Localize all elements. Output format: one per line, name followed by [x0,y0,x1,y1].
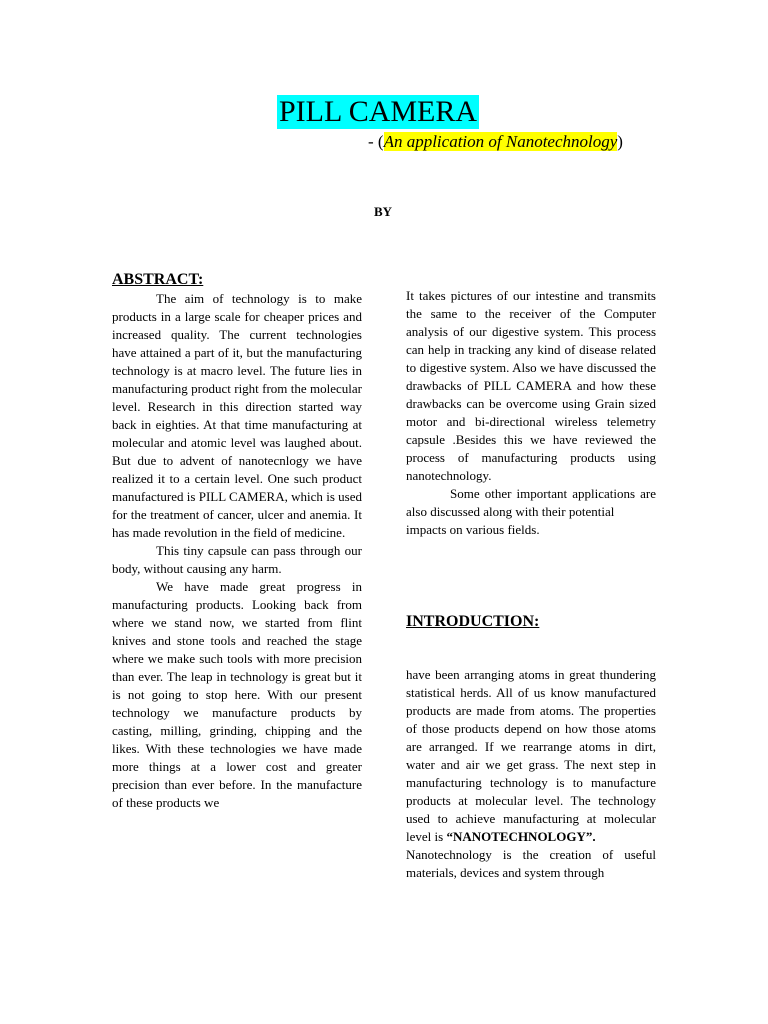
abstract-paragraph-2: This tiny capsule can pass through our body, without causing any harm. [112,543,362,576]
abstract-paragraph-3: We have made great progress in manufacturing products. Looking back from where we stand now, we started from flint knives and stone tools and reached the stage where we make such tools with more precision than ever. The leap in technology is great but it is not going to stop here. With our present technology we manufacture products by casting, milling, grinding, chipping and the likes. With these technologies we have made more things at a lower cost and greater precision than ever before. In the manufacture of these products we [112,579,362,810]
right-paragraph-2b: impacts on various fields. [406,522,540,537]
abstract-heading: ABSTRACT: [112,271,204,288]
introduction-text: have been arranging atoms in great thundering statistical herds. All of us know manufactured products are made from atoms. The properties of those products depend on how those atoms are arranged. If we rearrange atoms in dirt, water and air we get grass. The next step in manufacturing technology is to manufacture products at molecular level. The technology used to achieve manufacturing at molecular level is [406,667,656,844]
right-column-bottom [406,666,656,882]
introduction-heading: INTRODUCTION: [406,613,540,630]
subtitle-highlight: An application of Nanotechnology [383,132,618,151]
left-column [112,270,362,812]
right-column-top [406,287,656,539]
right-paragraph-1: It takes pictures of our intestine and transmits the same to the receiver of the Computer analysis of our digestive system. This process can help in tracking any kind of disease related to digestive system. Also we have discussed the drawbacks of PILL CAMERA and how these drawbacks can be overcome using Grain sized motor and bi-directional wireless telemetry capsule .Besides this we have reviewed the process of manufacturing products using nanotechnology. [406,288,656,483]
page-title: PILL CAMERA [279,95,478,128]
subtitle-prefix: - ( [368,132,384,151]
abstract-paragraph-1: The aim of technology is to make products in a large scale for cheaper prices and increased quality. The current technologies have attained a part of it, but the manufacturing technology is at macro level. The future lies in manufacturing product right from the molecular level. Research in this direction started way back in eighties. At that time manufacturing at molecular and atomic level was laughed about. But due to advent of nanotecnlogy we have realized it to a certain level. One such product manufactured is PILL CAMERA, which is used for the treatment of cancer, ulcer and anemia. It has made revolution in the field of medicine. [112,291,362,540]
introduction-paragraph-2: Nanotechnology is the creation of useful materials, devices and system through [406,847,656,880]
introduction-paragraph-1 [406,666,656,846]
subtitle-suffix: ) [617,132,623,151]
subtitle [368,132,623,152]
nanotechnology-term: “NANOTECHNOLOGY”. [446,829,596,844]
right-paragraph-2: Some other important applications are also discussed along with their potential [406,486,656,519]
byline: BY [374,204,393,219]
